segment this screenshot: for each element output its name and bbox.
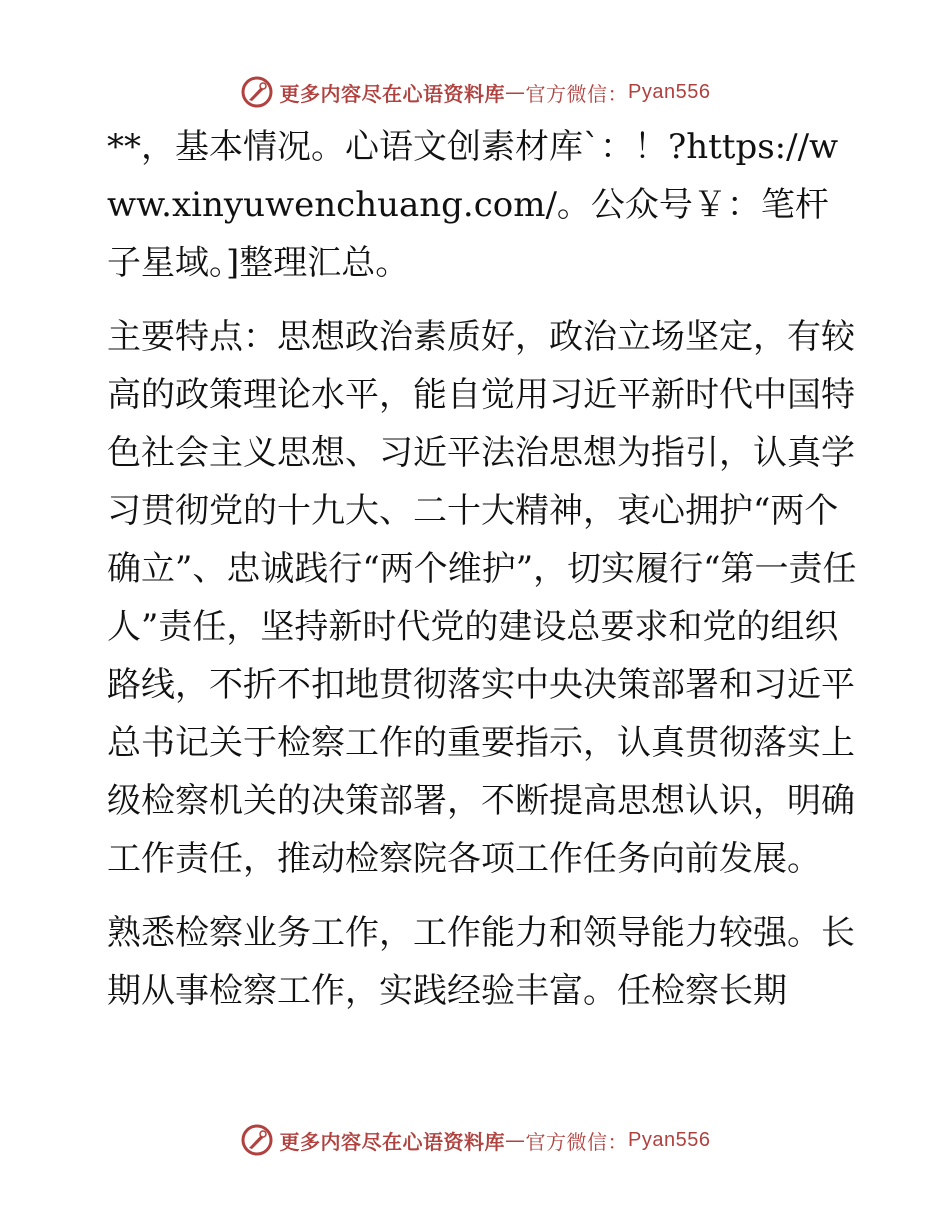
paragraph-main-features: 主要特点：思想政治素质好，政治立场坚定，有较高的政策理论水平，能自觉用习近平新时代中国特色社会主义思想、习近平法治思想为指引，认真学习贯彻党的十九大、二十大精神，衷心拥护“两个确立”、忠诚践行“两个维护”，切实履行“第一责任人”责任，坚持新时代党的建设总要求和党的组织路线，不折不扣地贯彻落实中央决策部署和习近平总书记关于检察工作的重要指示，认真贯彻落实上级检察机关的决策部署，不断提高思想认识，明确工作责任，推动检察院各项工作任务向前发展。 xyxy=(107,317,857,879)
watermark-wechat-id: Pyan556 xyxy=(628,1128,711,1151)
watermark-label: 官方微信： xyxy=(525,81,629,106)
header-watermark xyxy=(0,72,950,112)
quill-circle-logo-icon xyxy=(240,75,274,109)
watermark-label: 官方微信： xyxy=(525,1129,629,1154)
watermark-brand: 更多内容尽在心语资料库 xyxy=(279,81,506,106)
paragraph-work-ability: 熟悉检察业务工作，工作能力和领导能力较强。长期从事检察工作，实践经验丰富。任检察长期 xyxy=(107,913,855,1011)
watermark-dash: — xyxy=(505,1128,526,1152)
watermark-dash: — xyxy=(505,80,526,104)
footer-watermark xyxy=(0,1120,950,1160)
watermark-brand: 更多内容尽在心语资料库 xyxy=(279,1129,506,1154)
document-body xyxy=(97,118,857,1036)
watermark-wechat-id: Pyan556 xyxy=(628,80,711,103)
paragraph-basic-info: **，基本情况。心语文创素材库`：！?https://www.xinyuwenchuang.com/。公众号￥：笔杆子星域。]整理汇总。 xyxy=(107,127,839,283)
quill-circle-logo-icon xyxy=(240,1123,274,1157)
